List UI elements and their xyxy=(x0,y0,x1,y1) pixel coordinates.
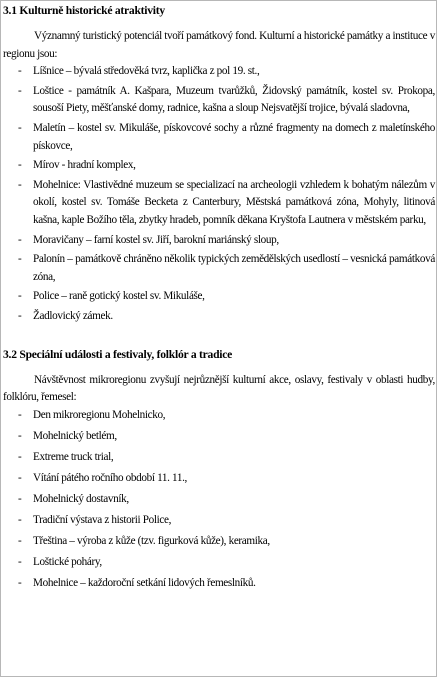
list-marker: - xyxy=(18,492,22,505)
list-item-text: Žadlovický zámek. xyxy=(33,309,113,322)
list-item-text: Tradiční výstava z historii Police, xyxy=(33,513,172,526)
list-item xyxy=(3,232,435,250)
events-list xyxy=(3,407,435,592)
list-item xyxy=(3,407,435,425)
attractions-list xyxy=(3,63,435,325)
list-marker: - xyxy=(18,178,22,191)
list-item xyxy=(3,575,435,593)
list-item xyxy=(3,491,435,509)
section-intro-text: Významný turistický potenciál tvoří památkový fond. Kulturní a historické památky a instituce v regionu jsou: xyxy=(3,30,435,60)
list-item xyxy=(3,177,435,230)
section-events-festivals xyxy=(3,348,435,593)
list-item-text: Moravičany – farní kostel sv. Jiří, barokní mariánský sloup, xyxy=(33,233,279,246)
list-item-text: Police – raně gotický kostel sv. Mikuláše, xyxy=(33,290,205,303)
list-item-text: Mohelnický betlém, xyxy=(33,429,117,442)
list-marker: - xyxy=(18,290,22,303)
list-marker: - xyxy=(18,576,22,589)
list-item xyxy=(3,470,435,488)
list-item xyxy=(3,120,435,155)
list-item xyxy=(3,554,435,572)
list-item-text: Extreme truck trial, xyxy=(33,450,114,463)
section-heading: 3.2 Speciální události a festivaly, folklór a tradice xyxy=(3,347,233,361)
list-item xyxy=(3,512,435,530)
list-marker: - xyxy=(18,471,22,484)
list-item-text: Mohelnický dostavník, xyxy=(33,492,129,505)
list-item-text: Den mikroregionu Mohelnicko, xyxy=(33,408,166,421)
section-heading: 3.1 Kulturně historické atraktivity xyxy=(3,4,165,17)
list-item xyxy=(3,428,435,446)
list-item-text: Líšnice – bývalá středověká tvrz, kaplička z pol 19. st., xyxy=(33,65,260,78)
list-marker: - xyxy=(18,555,22,568)
document-content xyxy=(3,3,435,596)
section-intro xyxy=(3,28,435,63)
list-marker: - xyxy=(18,65,22,78)
list-marker: - xyxy=(18,450,22,463)
list-marker: - xyxy=(18,253,22,266)
list-item-text: Maletín – kostel sv. Mikuláše, pískovcové sochy a různé fragmenty na domech z maletínského pískovce, xyxy=(33,121,435,152)
list-marker: - xyxy=(18,84,22,97)
list-marker: - xyxy=(18,513,22,526)
list-item-text: Loštické poháry, xyxy=(33,555,102,568)
list-marker: - xyxy=(18,121,22,134)
list-marker: - xyxy=(18,233,22,246)
list-marker: - xyxy=(18,429,22,442)
list-marker: - xyxy=(18,309,22,322)
list-marker: - xyxy=(18,534,22,547)
list-item-text: Mohelnice – každoroční setkání lidových řemeslníků. xyxy=(33,576,256,589)
list-item-text: Vítání pátého ročního období 11. 11., xyxy=(33,471,188,484)
list-item xyxy=(3,449,435,467)
list-marker: - xyxy=(18,159,22,172)
list-marker: - xyxy=(18,408,22,421)
list-item xyxy=(3,63,435,81)
list-item-text: Palonín – památkově chráněno několik typických zemědělských usedlostí – vesnická památková zóna, xyxy=(33,253,435,283)
list-item xyxy=(3,251,435,286)
list-item-text: Loštice - památník A. Kašpara, Muzeum tvarůžků, Židovský památník, kostel sv. Prokopa, sousoší Piety, měšťanské domy, radnice, kašna a sloup Nejsvatější trojice, bývalá sladovna, xyxy=(33,84,435,115)
section-intro-text: Návštěvnost mikroregionu zvyšují nejrůznější kulturní akce, oslavy, festivaly v oblasti hudby, folklóru, řemesel: xyxy=(3,373,435,404)
list-item xyxy=(3,533,435,551)
section-intro xyxy=(3,372,435,407)
list-item xyxy=(3,288,435,306)
list-item xyxy=(3,308,435,326)
list-item-text: Mírov - hradní komplex, xyxy=(33,159,136,172)
section-cultural-attractions xyxy=(3,4,435,326)
list-item-text: Třeština – výroba z kůže (tzv. figurková kůže), keramika, xyxy=(33,534,270,547)
list-item xyxy=(3,83,435,118)
list-item-text: Mohelnice: Vlastivědné muzeum se specializací na archeologii vzhledem k bohatým nálezům v okolí, kostel sv. Tomáše Becketa z Canterbury, Městská památková zóna, Mohyly, litinová kašna, kaple Božího těla, zbytky hradeb, pomník děkana Kryštofa Lautnera v městském parku, xyxy=(33,178,435,226)
list-item xyxy=(3,157,435,175)
